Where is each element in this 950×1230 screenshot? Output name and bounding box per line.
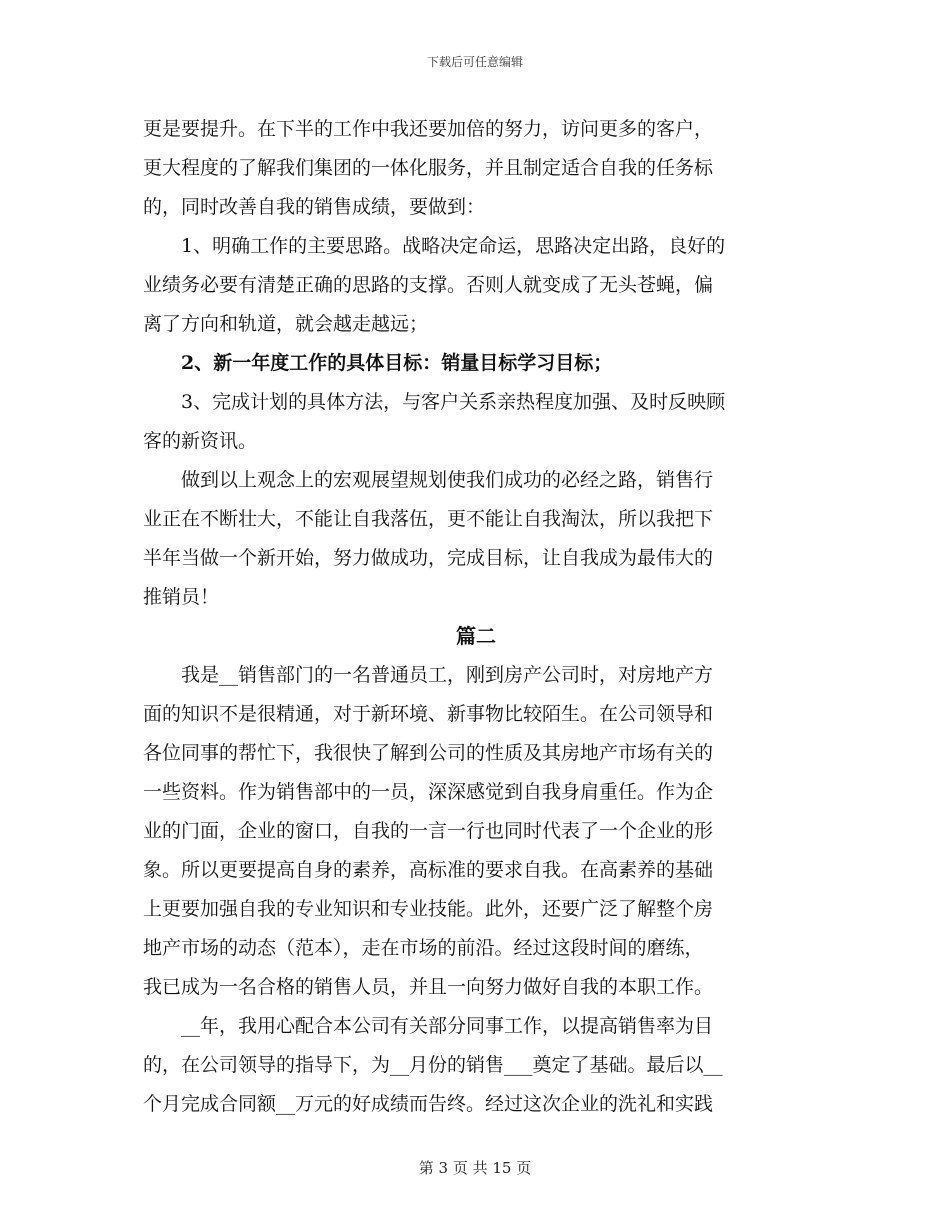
text-line: 3、完成计划的具体方法，与客户关系亲热程度加强、及时反映顾: [143, 391, 726, 413]
text-line: 上更要加强自我的专业知识和专业技能。此外，还要广泛了解整个房: [143, 898, 714, 920]
page-footer: 第 3 页 共 15 页: [418, 1159, 532, 1177]
text-line: 的，在公司领导的指导下，为__月份的销售___奠定了基础。最后以__: [143, 1054, 723, 1076]
text-line: 离了方向和轨道，就会越走越远；: [143, 313, 429, 335]
text-line: 各位同事的帮忙下，我很快了解到公司的性质及其房地产市场有关的: [143, 742, 714, 764]
text-line: 我是__销售部门的一名普通员工，刚到房产公司时，对房地产方: [143, 664, 714, 686]
text-line: 客的新资讯。: [143, 430, 258, 452]
text-line: 业绩务必要有清楚正确的思路的支撑。否则人就变成了无头苍蝇，偏: [143, 274, 714, 296]
text-line: 一些资料。作为销售部中的一员，深深感觉到自我身肩重任。作为企: [143, 781, 714, 803]
page-header: 下载后可任意编辑: [426, 55, 523, 69]
text-line: 地产市场的动态（范本），走在市场的前沿。经过这段时间的磨练，: [143, 937, 704, 959]
text-line: 象。所以更要提高自身的素养，高标准的要求自我。在高素养的基础: [143, 859, 714, 881]
text-line: 做到以上观念上的宏观展望规划使我们成功的必经之路，销售行: [143, 469, 714, 491]
section-heading: 篇二: [456, 624, 496, 648]
text-line: 个月完成合同额__万元的好成绩而告终。经过这次企业的洗礼和实践: [143, 1093, 714, 1115]
text-line: 业正在不断壮大，不能让自我落伍，更不能让自我淘汰，所以我把下: [143, 508, 714, 530]
text-line: 1、明确工作的主要思路。战略决定命运，思路决定出路，良好的: [143, 235, 726, 257]
text-line: 面的知识不是很精通，对于新环境、新事物比较陌生。在公司领导和: [143, 703, 714, 725]
text-line: 的，同时改善自我的销售成绩，要做到：: [143, 196, 486, 218]
text-line: 推销员！: [143, 586, 220, 608]
document-body: [143, 110, 809, 1124]
text-line: 我已成为一名合格的销售人员，并且一向努力做好自我的本职工作。: [143, 976, 714, 998]
text-line: 半年当做一个新开始，努力做成功，完成目标，让自我成为最伟大的: [143, 547, 714, 569]
text-line: 业的门面，企业的窗口，自我的一言一行也同时代表了一个企业的形: [143, 820, 714, 842]
text-line: 更是要提升。在下半的工作中我还要加倍的努力，访问更多的客户，: [143, 118, 714, 140]
text-line: __年，我用心配合本公司有关部分同事工作，以提高销售率为目: [143, 1015, 714, 1037]
text-line: 2、新一年度工作的具体目标：销量目标学习目标；: [143, 352, 613, 374]
text-line: 更大程度的了解我们集团的一体化服务，并且制定适合自我的任务标: [143, 157, 714, 179]
